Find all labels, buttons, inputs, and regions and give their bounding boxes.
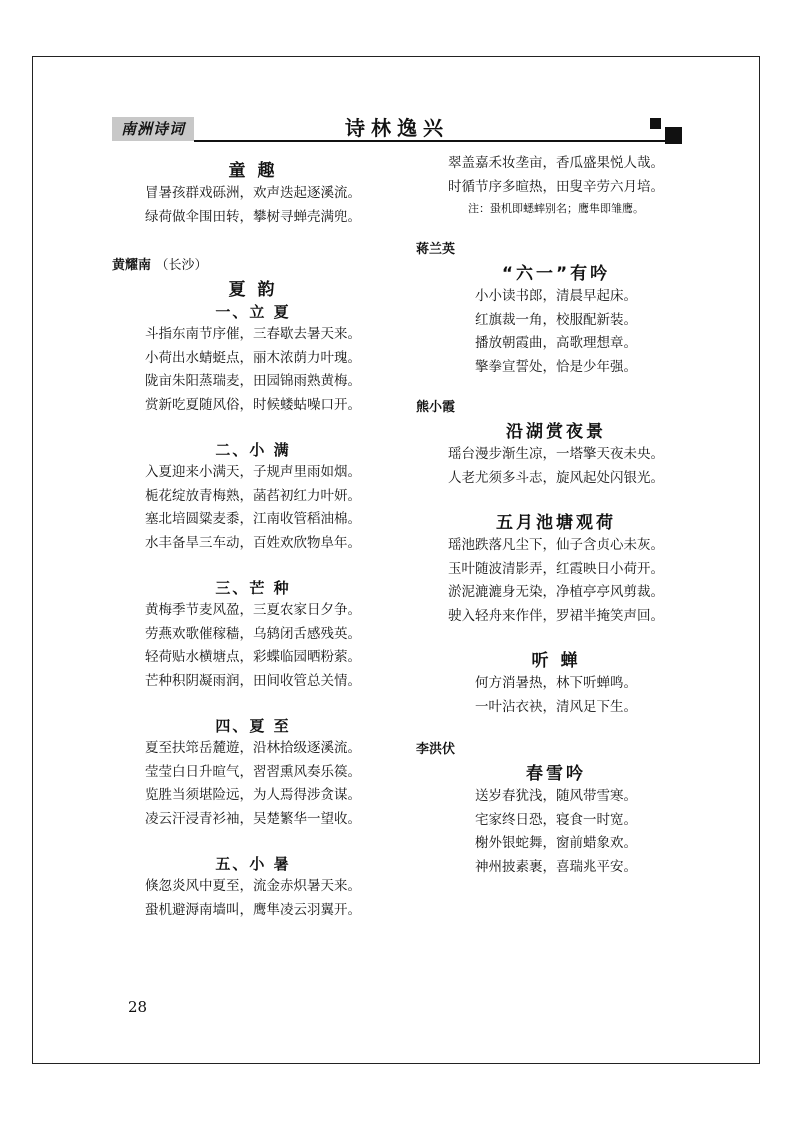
- poem-line: 赏新吃夏随风俗，时候蝼蛄噪口开。: [145, 396, 361, 413]
- poem-line: 绿荷做伞围田转，攀树寻蝉壳满兜。: [145, 208, 361, 225]
- section-subtitle: 三、芒 种: [215, 579, 291, 597]
- poem-title: 沿湖赏夜景: [506, 422, 606, 442]
- poem-line: 翠盖嘉禾妆垄亩，香瓜盛果悦人哉。: [448, 155, 664, 171]
- square-icon-large: [665, 127, 682, 144]
- poem-line: 一叶沾衣袂，清风足下生。: [475, 698, 637, 715]
- poem-line: 小小读书郎，清晨早起床。: [475, 288, 637, 304]
- poem-line: 时循节序多暄热，田叟辛劳六月培。: [448, 178, 664, 195]
- poem-section-2: [112, 439, 394, 555]
- poem-liuyi: [416, 263, 696, 379]
- poem-title: 五月池塘观荷: [496, 513, 616, 533]
- poem-line: 黄梅季节麦风盈，三夏农家日夕争。: [145, 602, 361, 618]
- poem-line: 榭外银蛇舞，窗前蜡象欢。: [475, 835, 637, 851]
- author-line: [112, 255, 394, 277]
- poem-tingchan: [416, 650, 696, 719]
- poem-chunxue: [416, 763, 696, 879]
- footnote: 注：蛩机即蟋蟀别名；鹰隼即雏鹰。: [468, 202, 644, 215]
- poem-line: 播放朝霞曲，高歌理想章。: [475, 335, 637, 351]
- author-name: 熊小霞: [416, 400, 456, 415]
- poem-line: 倏忽炎风中夏至，流金赤炽暑天来。: [145, 878, 361, 894]
- poem-line: 驶入轻舟来作伴，罗裙半掩笑声回。: [448, 607, 664, 624]
- poem-line: 神州披素裹，喜瑞兆平安。: [475, 858, 637, 875]
- author-name: 李洪伏: [416, 742, 456, 757]
- square-icon-small: [650, 118, 661, 129]
- poem-line: 擎拳宣誓处，恰是少年强。: [475, 358, 637, 375]
- poem-line: 红旗裁一角，校服配新装。: [475, 311, 637, 328]
- poem-title: 春雪吟: [526, 764, 586, 784]
- poem-line: 芒种积阴凝雨润，田间收管总关情。: [145, 672, 361, 689]
- poem-section-3: [112, 577, 394, 693]
- right-column: [416, 152, 696, 879]
- poem-section-5: [112, 853, 394, 922]
- poem-line: 淤泥漉漉身无染，净植亭亭风剪裁。: [448, 584, 664, 600]
- page-number: 28: [128, 998, 148, 1016]
- poem-line: 入夏迎来小满天，子规声里雨如烟。: [145, 464, 361, 480]
- poem-line: 莹莹白日升暄气，習習熏风奏乐篌。: [145, 763, 361, 780]
- poem-yanhu: [416, 421, 696, 490]
- author-location: （长沙）: [155, 258, 208, 273]
- poem-title: 夏 韵: [228, 280, 278, 300]
- poem-title: 童 趣: [228, 161, 278, 181]
- author-name: 蒋兰英: [416, 242, 456, 257]
- poem-line: 轻荷贴水横塘点，彩蝶临园晒粉萦。: [145, 649, 361, 665]
- poem-title: “六一”有吟: [501, 264, 611, 284]
- poem-line: 劳燕欢歌催稼穑，乌鸫闭舌感残英。: [145, 625, 361, 642]
- poem-line: 蛩机避溽南墙叫，鹰隼凌云羽翼开。: [145, 901, 361, 918]
- column-badge: 南洲诗词: [112, 117, 194, 141]
- poem-line: 小荷出水蜻蜓点，丽木浓荫力叶瑰。: [145, 349, 361, 366]
- poem-line: 宅家终日恐，寝食一时宽。: [475, 811, 637, 828]
- poem-line: 何方消暑热，林下听蝉鸣。: [475, 675, 637, 691]
- poem-line: 瑶台漫步渐生凉，一塔擎天夜未央。: [448, 446, 664, 462]
- poem-line: 凌云汗浸青衫袖，吴楚繁华一望收。: [145, 810, 361, 827]
- header-rule: [194, 140, 666, 142]
- section-subtitle: 五、小 暑: [215, 855, 291, 873]
- poem-tongqu: [112, 160, 394, 229]
- section-subtitle: 二、小 满: [215, 441, 291, 459]
- section-title: 诗林逸兴: [345, 116, 449, 140]
- poem-title: 听 蝉: [531, 651, 581, 671]
- poem-line: 人老尤须多斗志，旋风起处闪银光。: [448, 469, 664, 486]
- poem-line: 瑶池跌落凡尘下，仙子含贞心未灰。: [448, 537, 664, 553]
- poem-line: 夏至扶筇岳麓遊，沿林拾级逐溪流。: [145, 740, 361, 756]
- poem-section-1: [112, 301, 394, 417]
- poem-line: 览胜当须堪险远，为人焉得涉贪谋。: [145, 787, 361, 803]
- left-column: [112, 152, 394, 922]
- author-name: 黄耀南: [112, 258, 152, 273]
- poem-line: 塞北培圆粱麦黍，江南收管稻油棉。: [145, 511, 361, 527]
- poem-line: 冒暑孩群戏砾洲，欢声迭起逐溪流。: [145, 185, 361, 201]
- section-subtitle: 四、夏 至: [215, 717, 291, 735]
- poem-line: 送岁春犹浅，随风带雪寒。: [475, 788, 637, 804]
- poem-section-4: [112, 715, 394, 831]
- poem-wuyue: [416, 512, 696, 628]
- poem-line: 陇亩朱阳蒸瑞麦，田园锦雨熟黄梅。: [145, 373, 361, 389]
- poem-continuation: [416, 152, 696, 219]
- poem-line: 水丰备旱三车动，百姓欢欣物阜年。: [145, 534, 361, 551]
- poem-line: 斗指东南节序催，三春歇去暑天来。: [145, 326, 361, 342]
- poem-line: 栀花绽放青梅熟，菡萏初红力叶妍。: [145, 487, 361, 504]
- section-subtitle: 一、立 夏: [215, 303, 291, 321]
- page-header: [112, 117, 682, 141]
- poem-line: 玉叶随波清影弄，红霞映日小荷开。: [448, 560, 664, 577]
